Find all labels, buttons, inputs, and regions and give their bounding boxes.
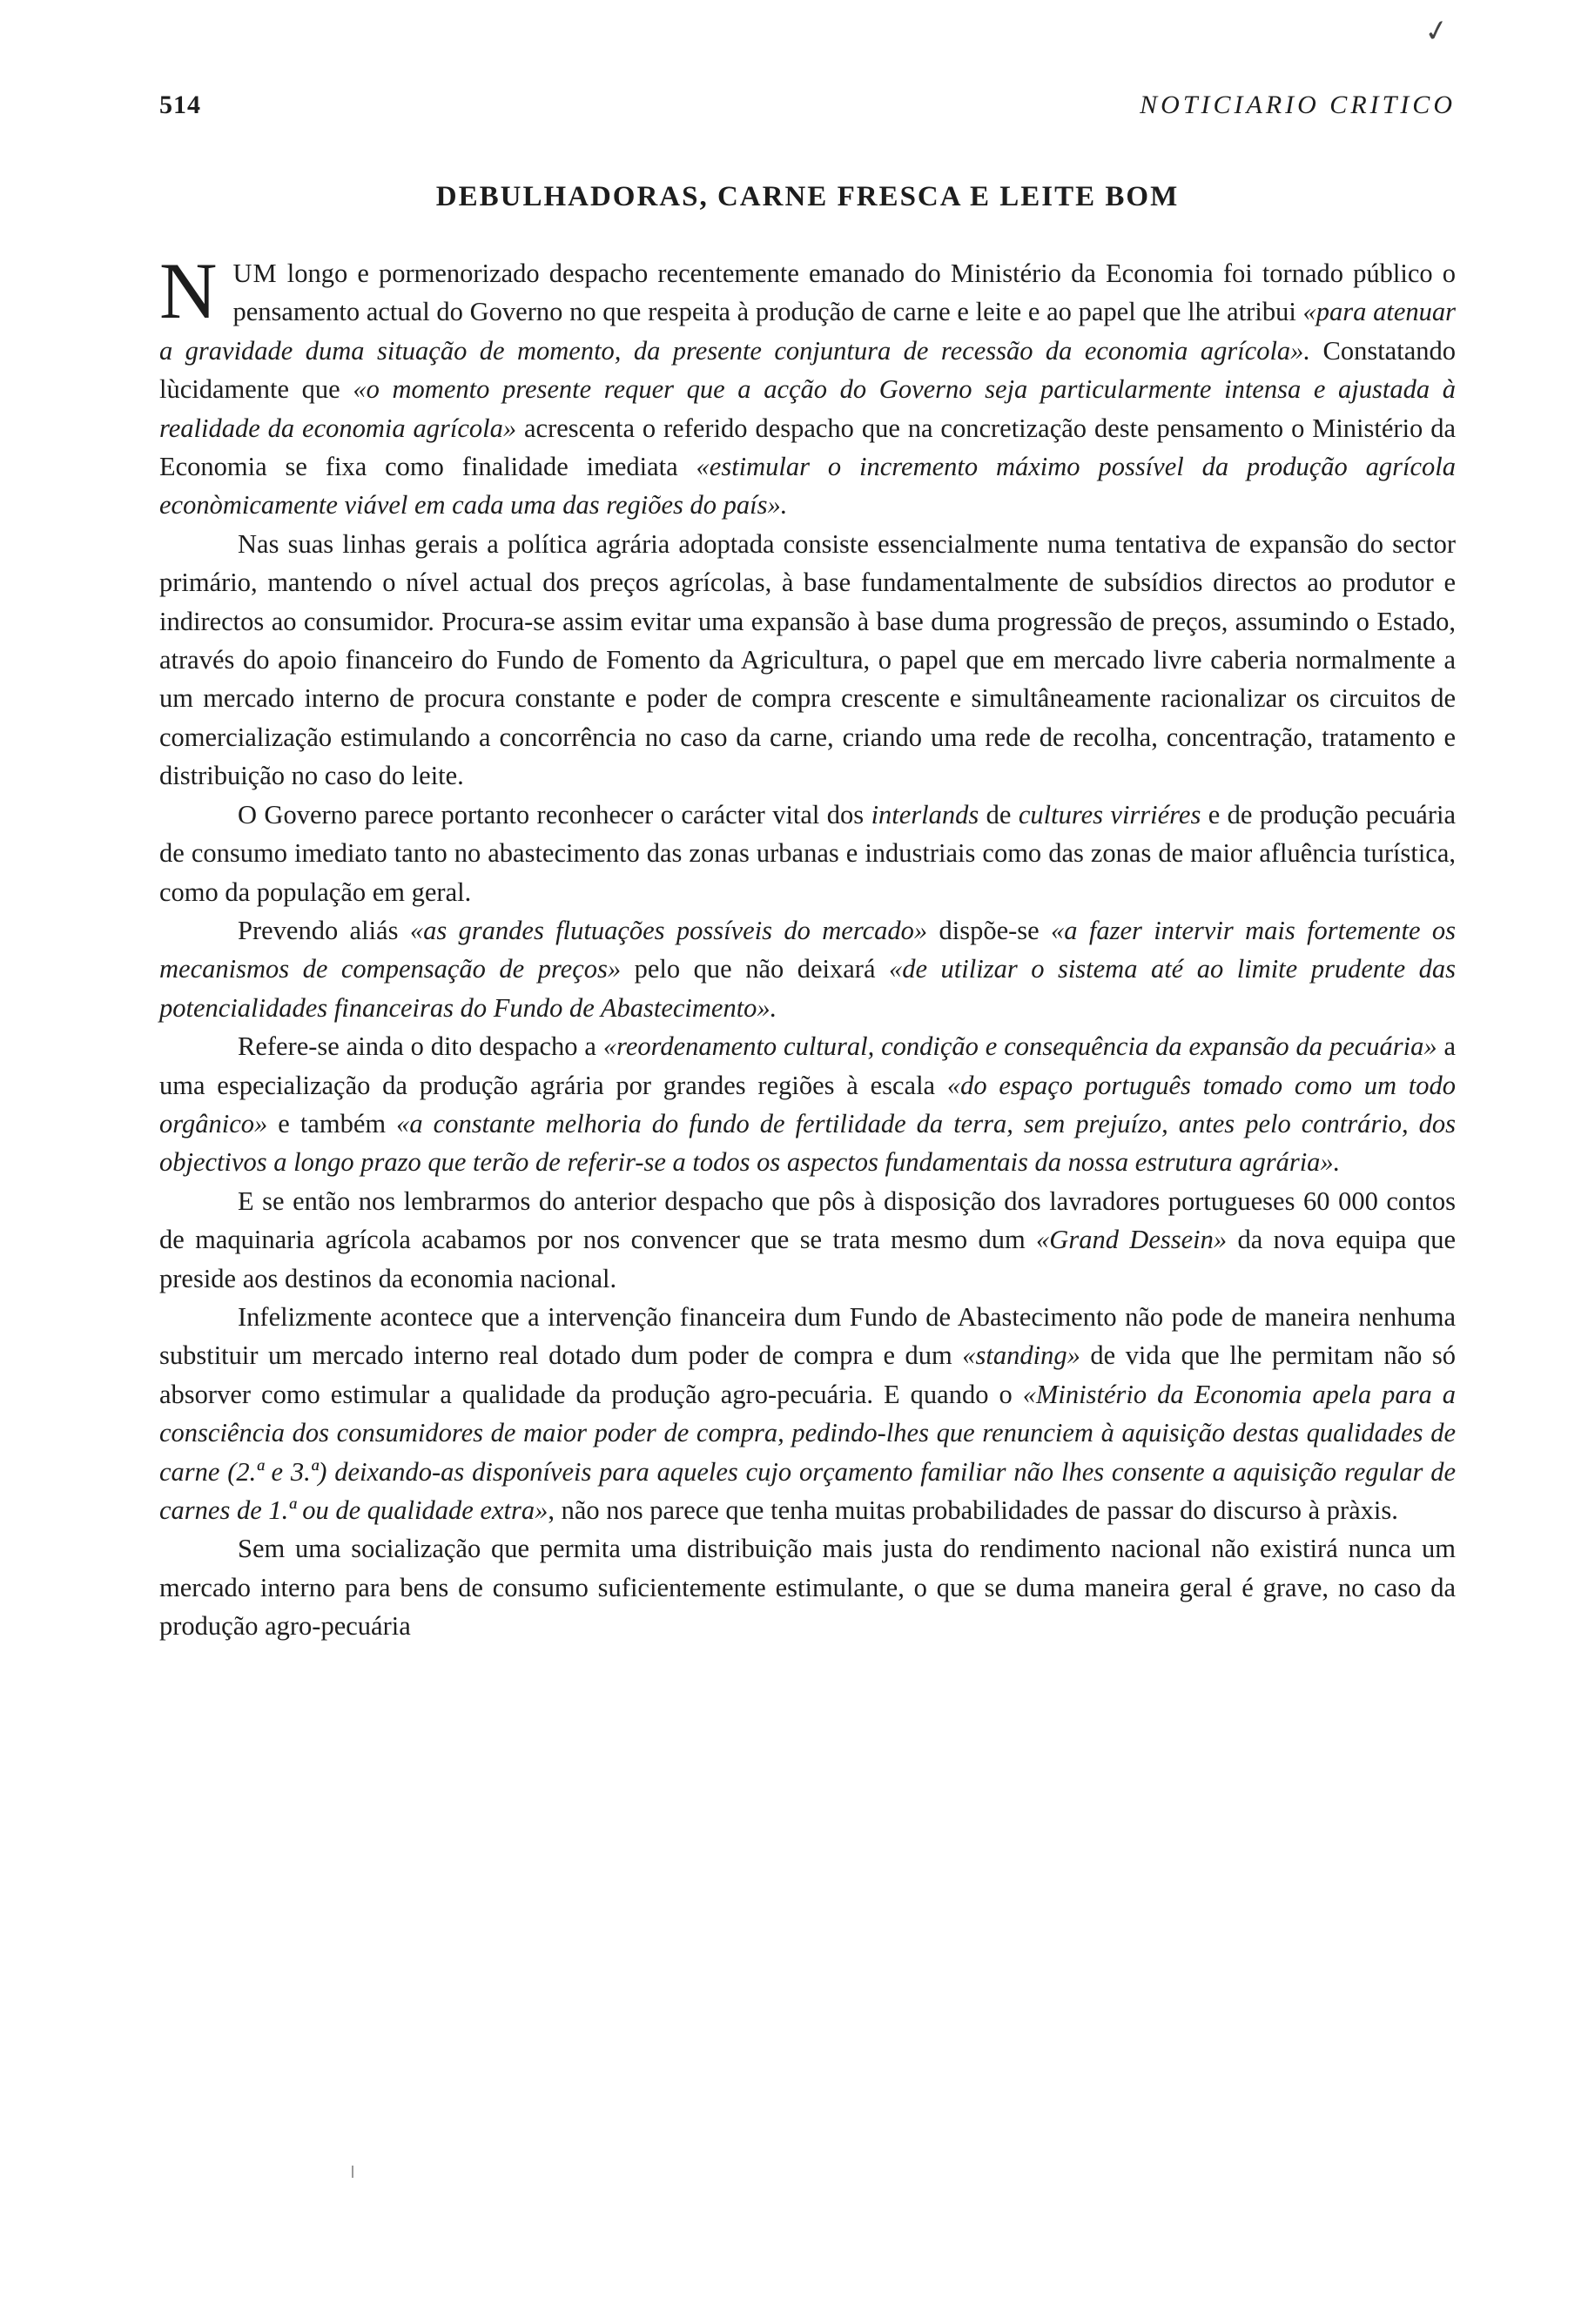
text-run: Refere-se ainda o dito despacho a	[238, 1031, 603, 1062]
quoted-text: «de utilizar o sistema até ao limite prudente das potencialidades financeiras do Fundo de Abastecimento».	[159, 954, 1456, 1023]
text-run: e de produção pecuária de consumo imediato tanto no abastecimento das zonas urbanas e industriais como das zonas de maior afluência turística, como da população em geral.	[159, 799, 1456, 907]
running-head: NOTICIARIO CRITICO	[1140, 91, 1456, 119]
paragraph	[159, 911, 1456, 1027]
text-run: dispõe-se	[927, 915, 1052, 945]
quoted-text: «o momento presente requer que a acção do Governo seja particularmente intensa e ajustada à realidade da economia agrícola»	[159, 374, 1456, 443]
paragraph	[159, 1027, 1456, 1182]
quoted-text: «para atenuar a gravidade duma situação de momento, da presente conjuntura de recessão da economia agrícola».	[159, 297, 1457, 366]
article-title: DEBULHADORAS, CARNE FRESCA E LEITE BOM	[435, 181, 1180, 212]
text-run: Nas suas linhas gerais a política agrária adoptada consiste essencialmente numa tentativa de expansão do sector primário, mantendo o nível actual dos preços agrícolas, à base fundamentalmente de subsídios directos ao produtor e indirectos ao consumidor. Procura-se assim evitar uma expansão à base duma progressão de preços, assumindo o Estado, através do apoio financeiro do Fundo de Fomento da Agricultura, o papel que em mercado livre caberia normalmente a um mercado interno de procura constante e poder de compra crescente e simultâneamente racionalizar os circuitos de comercialização estimulando a concorrência no caso da carne, criando uma rede de recolha, concentração, tratamento e distribuição no caso do leite.	[159, 528, 1456, 791]
text-run: de vida que lhe permitam não só absorver como estimular a qualidade da produção agro-pecuária. E quando o	[159, 1340, 1456, 1409]
quoted-text: «reordenamento cultural, condição e consequência da expansão da pecuária»	[602, 1031, 1437, 1062]
quoted-text: «as grandes flutuações possíveis do mercado»	[409, 915, 928, 945]
paragraph	[159, 1529, 1456, 1645]
text-run: de	[979, 799, 1019, 830]
paragraph	[159, 1298, 1456, 1529]
corner-mark: ✓	[1421, 11, 1452, 51]
quoted-text: «a fazer intervir mais fortemente os mecanismos de compensação de preços»	[159, 915, 1456, 984]
text-run: Infelizmente acontece que a intervenção financeira dum Fundo de Abastecimento não pode de maneira nenhuma substituir um mercado interno real dotado dum poder de compra e dum	[159, 1301, 1456, 1371]
text-run: Constatando lùcidamente que	[159, 335, 1456, 405]
paragraph	[159, 246, 1457, 525]
text-run: acrescenta o referido despacho que na concretização deste pensamento o Ministério da Economia se fixa como finalidade imediata	[159, 413, 1456, 482]
quoted-text: «Ministério da Economia apela para a consciência dos consumidores de maior poder de compra, pedindo-lhes que renunciem à aquisição destas qualidades de carne (2.ª e 3.ª) deixando-as disponíveis para aqueles cujo orçamento familiar não lhes consente a aquisição regular de carnes de 1.ª ou de qualidade extra»	[159, 1379, 1456, 1525]
text-run: E se então nos lembrarmos do anterior despacho que pôs à disposição dos lavradores portugueses 60 000 contos de maquinaria agrícola acabamos por nos convencer que se trata mesmo dum	[159, 1186, 1456, 1255]
quoted-text: «estimular o incremento máximo possível da produção agrícola econòmicamente viável em cada uma das regiões do país».	[159, 452, 1457, 521]
text-run: UM	[232, 259, 278, 288]
text-run: Sem uma socialização que permita uma distribuição mais justa do rendimento nacional não existirá nunca um mercado interno para bens de consumo suficientemente estimulante, o que se duma maneira geral é grave, no caso da produção agro-pecuária	[159, 1534, 1456, 1642]
text-run: Prevendo aliás	[238, 915, 410, 945]
text-run: longo e pormenorizado despacho recentemente emanado do Ministério da Economia foi tornado público o pensamento actual do Governo no que respeita à produção de carne e leite e ao papel que lhe atribui	[232, 259, 1456, 327]
page-number: 514	[159, 91, 201, 119]
page-header	[159, 91, 1456, 134]
text-run: , não nos parece que tenha muitas probabilidades de passar do discurso à pràxis.	[548, 1495, 1398, 1525]
paragraph	[159, 1182, 1456, 1298]
quoted-text: cultures virriéres	[1018, 799, 1201, 830]
quoted-text: «standing»	[962, 1340, 1080, 1371]
drop-cap: N	[159, 246, 218, 335]
paragraph	[159, 525, 1456, 796]
quoted-text: «do espaço português tomado como um todo orgânico»	[159, 1070, 1456, 1138]
article-body	[159, 246, 1457, 1646]
quoted-text: «a constante melhoria do fundo de fertilidade da terra, sem prejuízo, antes pelo contrário, dos objectivos a longo prazo que terão de referir-se a todos os aspectos fundamentais da nossa estrutura agrária».	[159, 1108, 1456, 1178]
text-run: da nova equipa que preside aos destinos da economia nacional.	[159, 1225, 1456, 1293]
quoted-text: «Grand Dessein»	[1036, 1225, 1228, 1255]
text-run: O Governo parece portanto reconhecer o carácter vital dos	[238, 799, 871, 830]
paragraph	[159, 796, 1456, 911]
text-run: pelo que não deixará	[621, 954, 890, 984]
text-run: a uma especialização da produção agrária por grandes regiões à escala	[159, 1031, 1456, 1100]
text-run: e também	[267, 1108, 397, 1138]
scan-speck	[352, 2166, 353, 2178]
quoted-text: interlands	[871, 799, 979, 830]
